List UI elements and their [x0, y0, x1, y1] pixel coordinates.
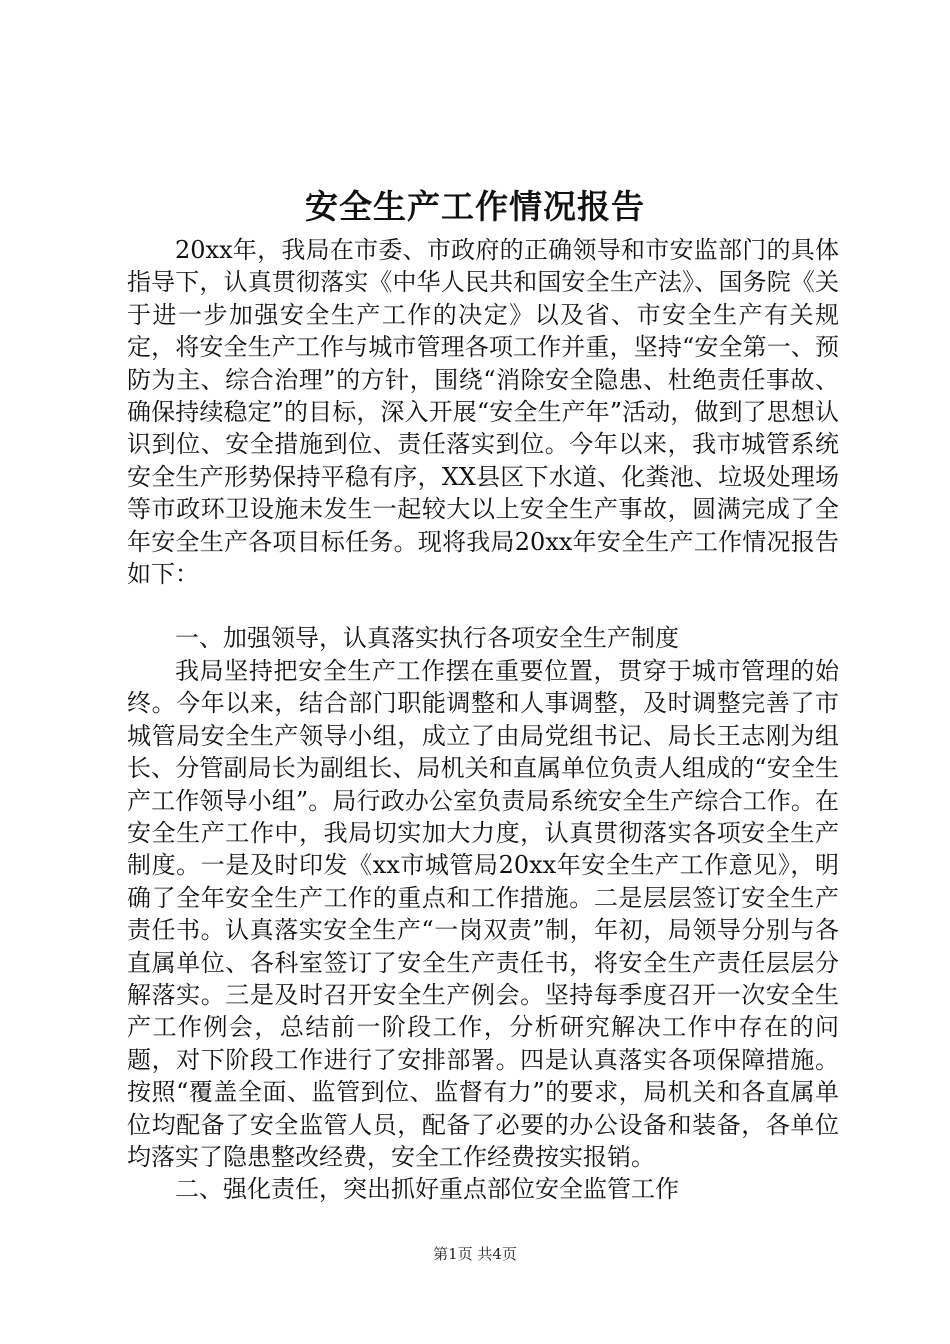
page-footer: 第1页 共4页 [433, 1245, 517, 1263]
intro-paragraph: 20xx年，我局在市委、市政府的正确领导和市安监部门的具体指导下，认真贯彻落实《中华人民共和国安全生产法》、国务院《关于进一步加强安全生产工作的决定》以及省、市安全生产有关规定，将安全生产工作与城市管理各项工作并重，坚持“安全第一、预防为主、综合治理”的方针，围绕“消除安全隐患、杜绝责任事故、确保持续稳定”的目标，深入开展“安全生产年”活动，做到了思想认识到位、安全措施到位、责任落实到位。今年以来，我市城管系统安全生产形势保持平稳有序，XX县区下水道、化粪池、垃圾处理场等市政环卫设施未发生一起较大以上安全生产事故，圆满完成了全年安全生产各项目标任务。现将我局20xx年安全生产工作情况报告如下： [127, 236, 839, 589]
section-1-heading: 一、加强领导，认真落实执行各项安全生产制度 [175, 624, 679, 653]
document-title: 安全生产工作情况报告 [305, 187, 645, 226]
section-2-heading: 二、强化责任，突出抓好重点部位安全监管工作 [175, 1175, 679, 1204]
document-body [127, 234, 839, 1206]
paragraph-spacer [127, 590, 839, 622]
section-1-paragraph: 我局坚持把安全生产工作摆在重要位置，贯穿于城市管理的始终。今年以来，结合部门职能调整和人事调整，及时调整完善了市城管局安全生产领导小组，成立了由局党组书记、局长王志刚为组长、分管副局长为副组长、局机关和直属单位负责人组成的“安全生产工作领导小组”。局行政办公室负责局系统安全生产综合工作。在安全生产工作中，我局切实加大力度，认真贯彻落实各项安全生产制度。一是及时印发《xx市城管局20xx年安全生产工作意见》，明确了全年安全生产工作的重点和工作措施。二是层层签订安全生产责任书。认真落实安全生产“一岗双责”制，年初，局领导分别与各直属单位、各科室签订了安全生产责任书，将安全生产责任层层分解落实。三是及时召开安全生产例会。坚持每季度召开一次安全生产工作例会，总结前一阶段工作，分析研究解决工作中存在的问题，对下阶段工作进行了安排部署。四是认真落实各项保障措施。按照“覆盖全面、监管到位、监督有力”的要求，局机关和各直属单位均配备了安全监管人员，配备了必要的办公设备和装备，各单位均落实了隐患整改经费，安全工作经费按实报销。 [127, 656, 839, 1171]
